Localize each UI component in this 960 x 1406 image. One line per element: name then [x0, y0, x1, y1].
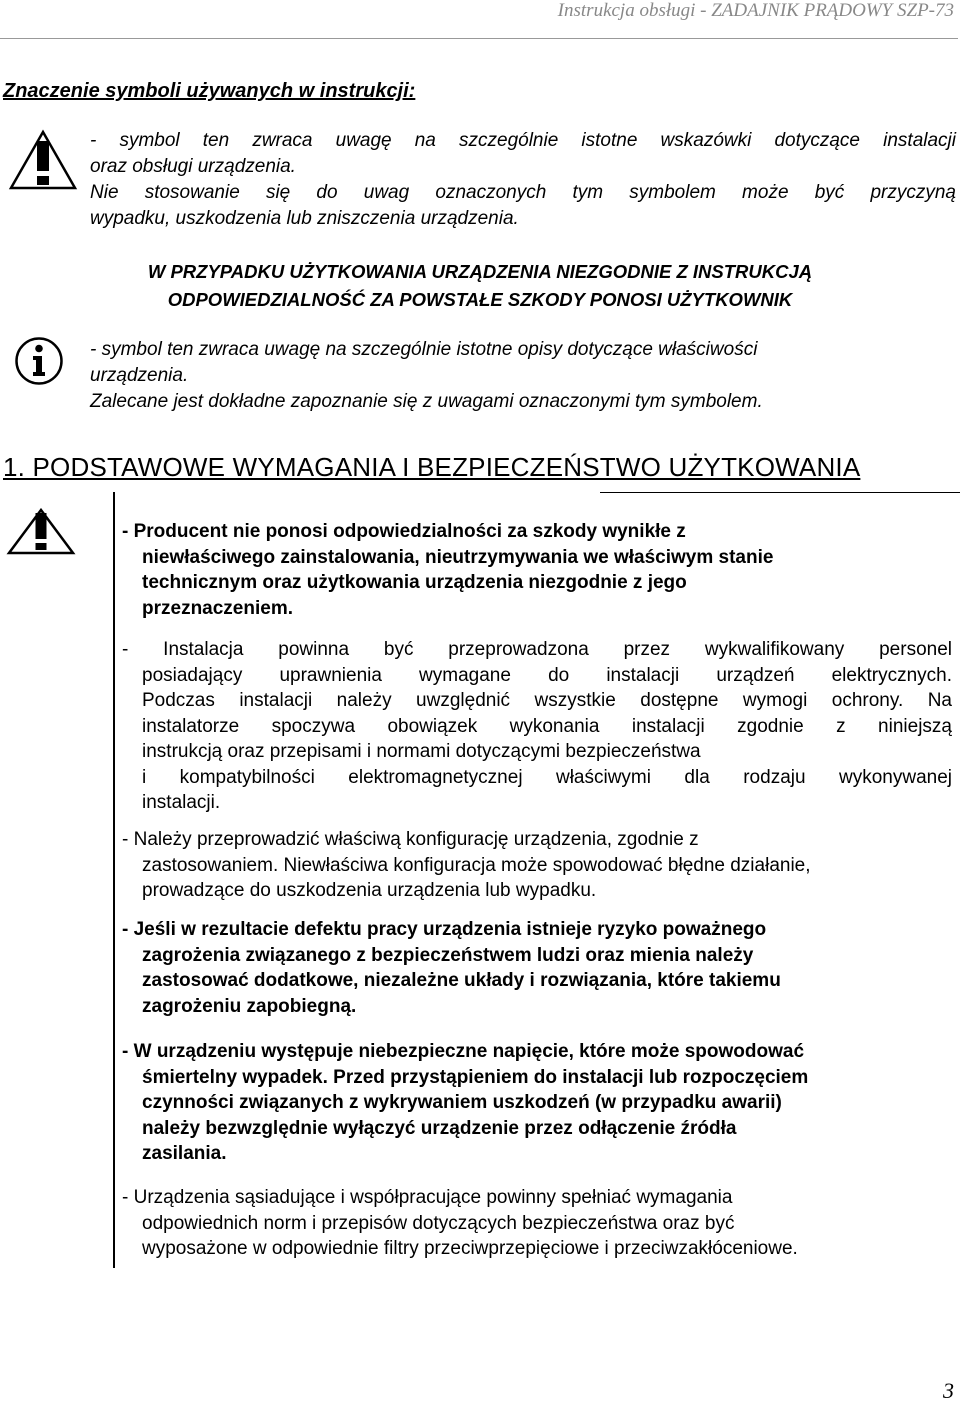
page-number: 3	[943, 1378, 954, 1403]
warning-line-2: oraz obsługi urządzenia.	[90, 156, 296, 177]
warning-line-4: wypadku, uszkodzenia lub zniszczenia urządzenia.	[90, 208, 519, 229]
p1-line-3: technicznym oraz użytkowania urządzenia niezgodnie z jego	[142, 572, 687, 593]
paragraph-defect-risk	[122, 917, 952, 1019]
section-title: 1. PODSTAWOWE WYMAGANIA I BEZPIECZEŃSTWO UŻYTKOWANIA	[3, 452, 861, 482]
p5-line-5: zasilania.	[142, 1143, 227, 1164]
p2-line-1: - Instalacja powinna być przeprowadzona przez wykwalifikowany personel	[122, 639, 952, 660]
p5-line-3: czynności związanych z wykrywaniem uszkodzeń (w przypadku awarii)	[142, 1092, 782, 1113]
p4-line-1: - Jeśli w rezultacie defektu pracy urządzenia istnieje ryzyko poważnego	[122, 919, 767, 940]
symbols-heading: Znaczenie symboli używanych w instrukcji:	[3, 80, 416, 102]
p1-line-2: niewłaściwego zainstalowania, nieutrzymywania we właściwym stanie	[142, 546, 774, 568]
p1-line-4: przeznaczeniem.	[142, 597, 293, 619]
paragraph-configuration	[122, 827, 952, 904]
p5-line-1: - W urządzeniu występuje niebezpieczne napięcie, które może spowodować	[122, 1041, 805, 1062]
warning-line-3: Nie stosowanie się do uwag oznaczonych tym symbolem może być przyczyną	[90, 182, 956, 203]
p2-line-4: instalatorze spoczywa obowiązek wykonania instalacji zgodnie z niniejszą	[142, 715, 952, 737]
p4-line-3: zastosować dodatkowe, niezależne układy i rozwiązania, które takiemu	[142, 970, 781, 991]
p2-line-7: instalacji.	[142, 792, 221, 813]
p4-line-4: zagrożeniu zapobiegną.	[142, 995, 357, 1017]
p1-line-1: - Producent nie ponosi odpowiedzialności za szkody wynikłe z	[122, 521, 686, 542]
warning-triangle-icon	[8, 129, 78, 191]
paragraph-producer-liability	[122, 519, 952, 621]
liability-line-1: W PRZYPADKU UŻYTKOWANIA URZĄDZENIA NIEZGODNIE Z INSTRUKCJĄ	[147, 261, 813, 282]
warning-triangle-icon	[6, 508, 76, 556]
p3-line-2: zastosowaniem. Niewłaściwa konfiguracja może spowodować błędne działanie,	[142, 854, 811, 876]
p6-line-3: wyposażone w odpowiednie filtry przeciwprzepięciowe i przeciwzakłóceniowe.	[142, 1238, 798, 1259]
p6-line-1: - Urządzenia sąsiadujące i współpracujące powinny spełniać wymagania	[122, 1187, 733, 1208]
p2-line-2: posiadający uprawnienia wymagane do instalacji urządzeń elektrycznych.	[142, 664, 952, 686]
p3-line-1: - Należy przeprowadzić właściwą konfigurację urządzenia, zgodnie z	[122, 829, 699, 850]
info-symbol-description	[90, 337, 956, 415]
p5-line-2: śmiertelny wypadek. Przed przystąpieniem do instalacji lub rozpoczęciem	[142, 1066, 809, 1088]
p5-line-4: należy bezwzględnie wyłączyć urządzenie przez odłączenie źródła	[142, 1117, 737, 1139]
header-title: Instrukcja obsługi - ZADAJNIK PRĄDOWY SZP-73	[557, 0, 954, 21]
info-line-3: Zalecane jest dokładne zapoznanie się z uwagami oznaczonymi tym symbolem.	[90, 391, 763, 412]
p2-line-5: instrukcją oraz przepisami i normami dotyczącymi bezpieczeństwa	[142, 741, 701, 762]
warning-line-1: - symbol ten zwraca uwagę na szczególnie istotne wskazówki dotyczące instalacji	[90, 130, 956, 151]
top-border-line	[600, 492, 960, 493]
left-border-line	[113, 492, 115, 1268]
paragraph-adjacent-devices	[122, 1185, 952, 1262]
p3-line-3: prowadzące do uszkodzenia urządzenia lub wypadku.	[142, 880, 597, 901]
info-line-2: urządzenia.	[90, 365, 189, 386]
liability-notice	[60, 258, 900, 314]
liability-line-2: ODPOWIEDZIALNOŚĆ ZA POWSTAŁE SZKODY PONOSI UŻYTKOWNIK	[167, 289, 793, 310]
warning-symbol-description	[90, 128, 956, 232]
paragraph-installation	[122, 637, 952, 816]
p6-line-2: odpowiednich norm i przepisów dotyczących bezpieczeństwa oraz być	[142, 1212, 735, 1234]
page-header	[0, 0, 958, 39]
p4-line-2: zagrożenia związanego z bezpieczeństwem ludzi oraz mienia należy	[142, 944, 754, 966]
p2-line-3: Podczas instalacji należy uwzględnić wszystkie dostępne wymogi ochrony. Na	[142, 690, 952, 711]
info-icon	[14, 336, 64, 386]
info-line-1: - symbol ten zwraca uwagę na szczególnie istotne opisy dotyczące właściwości	[90, 339, 758, 360]
p2-line-6: i kompatybilności elektromagnetycznej właściwymi dla rodzaju wykonywanej	[142, 766, 952, 788]
paragraph-dangerous-voltage	[122, 1039, 952, 1167]
